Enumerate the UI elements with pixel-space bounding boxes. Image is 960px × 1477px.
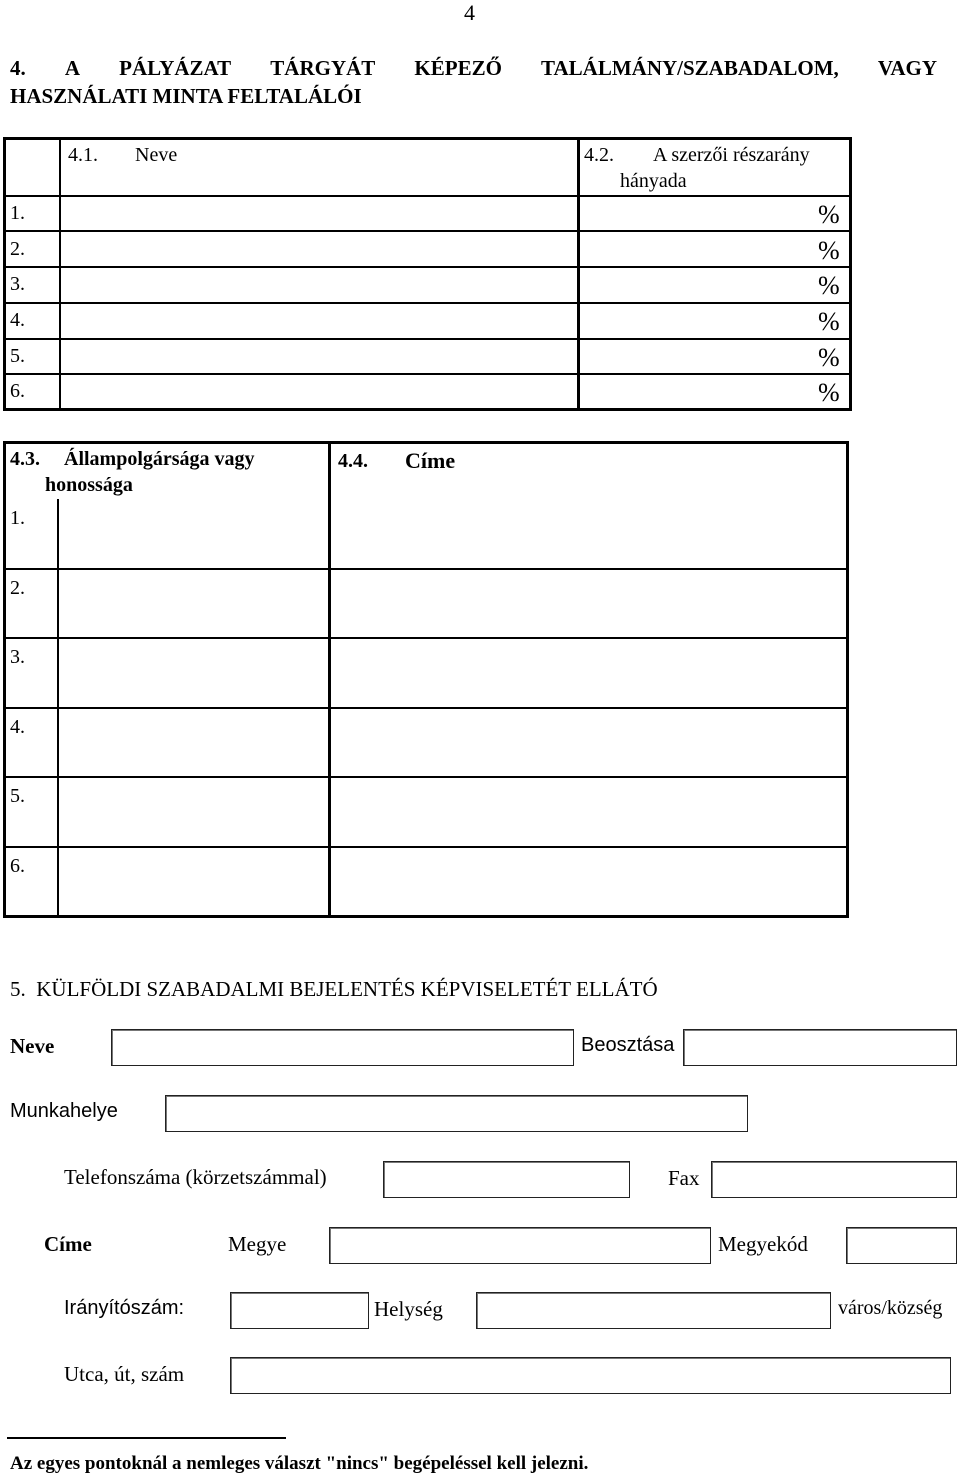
workplace-label: Munkahelye: [10, 1100, 118, 1122]
phone-label: Telefonszáma (körzetszámmal): [64, 1165, 327, 1189]
county-code-input[interactable]: [846, 1227, 957, 1264]
percent-sign: %: [818, 307, 840, 336]
title-word: VAGY: [877, 56, 937, 80]
zip-label: Irányítószám:: [64, 1297, 185, 1319]
title-word: TALÁLMÁNY/SZABADALOM,: [541, 56, 839, 80]
col-header-number: 4.2.: [584, 144, 614, 166]
section4-title-line1: [10, 56, 937, 81]
percent-sign: %: [818, 378, 840, 407]
county-input[interactable]: [329, 1227, 711, 1264]
page-number: 4: [464, 0, 475, 25]
city-input[interactable]: [476, 1292, 831, 1329]
percent-sign: %: [818, 236, 840, 265]
section4-title-line2: HASZNÁLATI MINTA FELTALÁLÓI: [10, 84, 362, 108]
row-number: 5.: [10, 345, 25, 367]
position-label: Beosztása: [581, 1034, 675, 1056]
row-number: 2.: [10, 577, 25, 599]
workplace-input[interactable]: [165, 1095, 748, 1132]
city-type-label: város/község: [838, 1297, 943, 1319]
row-number: 2.: [10, 238, 25, 260]
name-input[interactable]: [111, 1029, 574, 1066]
percent-sign: %: [818, 200, 840, 229]
title-number: 4.: [10, 56, 26, 80]
row-number: 3.: [10, 273, 25, 295]
footnote: Az egyes pontoknál a nemleges választ "nincs" begépeléssel kell jelezni.: [10, 1453, 589, 1474]
col-header-share: A szerzői részarány: [653, 144, 810, 166]
row-number: 5.: [10, 785, 25, 807]
title-word: TÁRGYÁT: [270, 56, 376, 80]
title-word: A: [64, 56, 81, 80]
phone-input[interactable]: [383, 1161, 630, 1198]
col-header-citizenship: Állampolgársága vagy: [64, 448, 255, 470]
zip-input[interactable]: [230, 1292, 369, 1329]
col-header-share-cont: hányada: [620, 170, 687, 192]
footnote-separator: [7, 1437, 286, 1439]
col-header-number: 4.3.: [10, 448, 40, 470]
row-number: 4.: [10, 309, 25, 331]
street-label: Utca, út, szám: [64, 1362, 185, 1386]
row-number: 3.: [10, 646, 25, 668]
title-word: PÁLYÁZAT: [119, 56, 232, 80]
row-number: 6.: [10, 380, 25, 402]
fax-label: Fax: [668, 1166, 700, 1190]
row-number: 1.: [10, 202, 25, 224]
city-label: Helység: [374, 1297, 443, 1321]
percent-sign: %: [818, 271, 840, 300]
row-number: 6.: [10, 855, 25, 877]
position-input[interactable]: [683, 1029, 957, 1066]
county-code-label: Megyekód: [718, 1232, 808, 1256]
row-number: 4.: [10, 716, 25, 738]
row-number: 1.: [10, 507, 25, 529]
address-label: Címe: [44, 1232, 92, 1256]
col-header-address: Címe: [405, 448, 456, 473]
county-label: Megye: [228, 1232, 287, 1256]
col-header-number: 4.1.: [68, 144, 98, 166]
col-header-citizenship-cont: honossága: [45, 474, 133, 496]
name-label: Neve: [10, 1034, 55, 1058]
section5-title: 5. KÜLFÖLDI SZABADALMI BEJELENTÉS KÉPVISELETÉT ELLÁTÓ: [10, 977, 658, 1001]
col-header-number: 4.4.: [338, 450, 368, 472]
street-input[interactable]: [230, 1357, 951, 1394]
title-word: KÉPEZŐ: [414, 56, 502, 80]
col-header-name: Neve: [135, 144, 178, 166]
percent-sign: %: [818, 343, 840, 372]
fax-input[interactable]: [711, 1161, 957, 1198]
